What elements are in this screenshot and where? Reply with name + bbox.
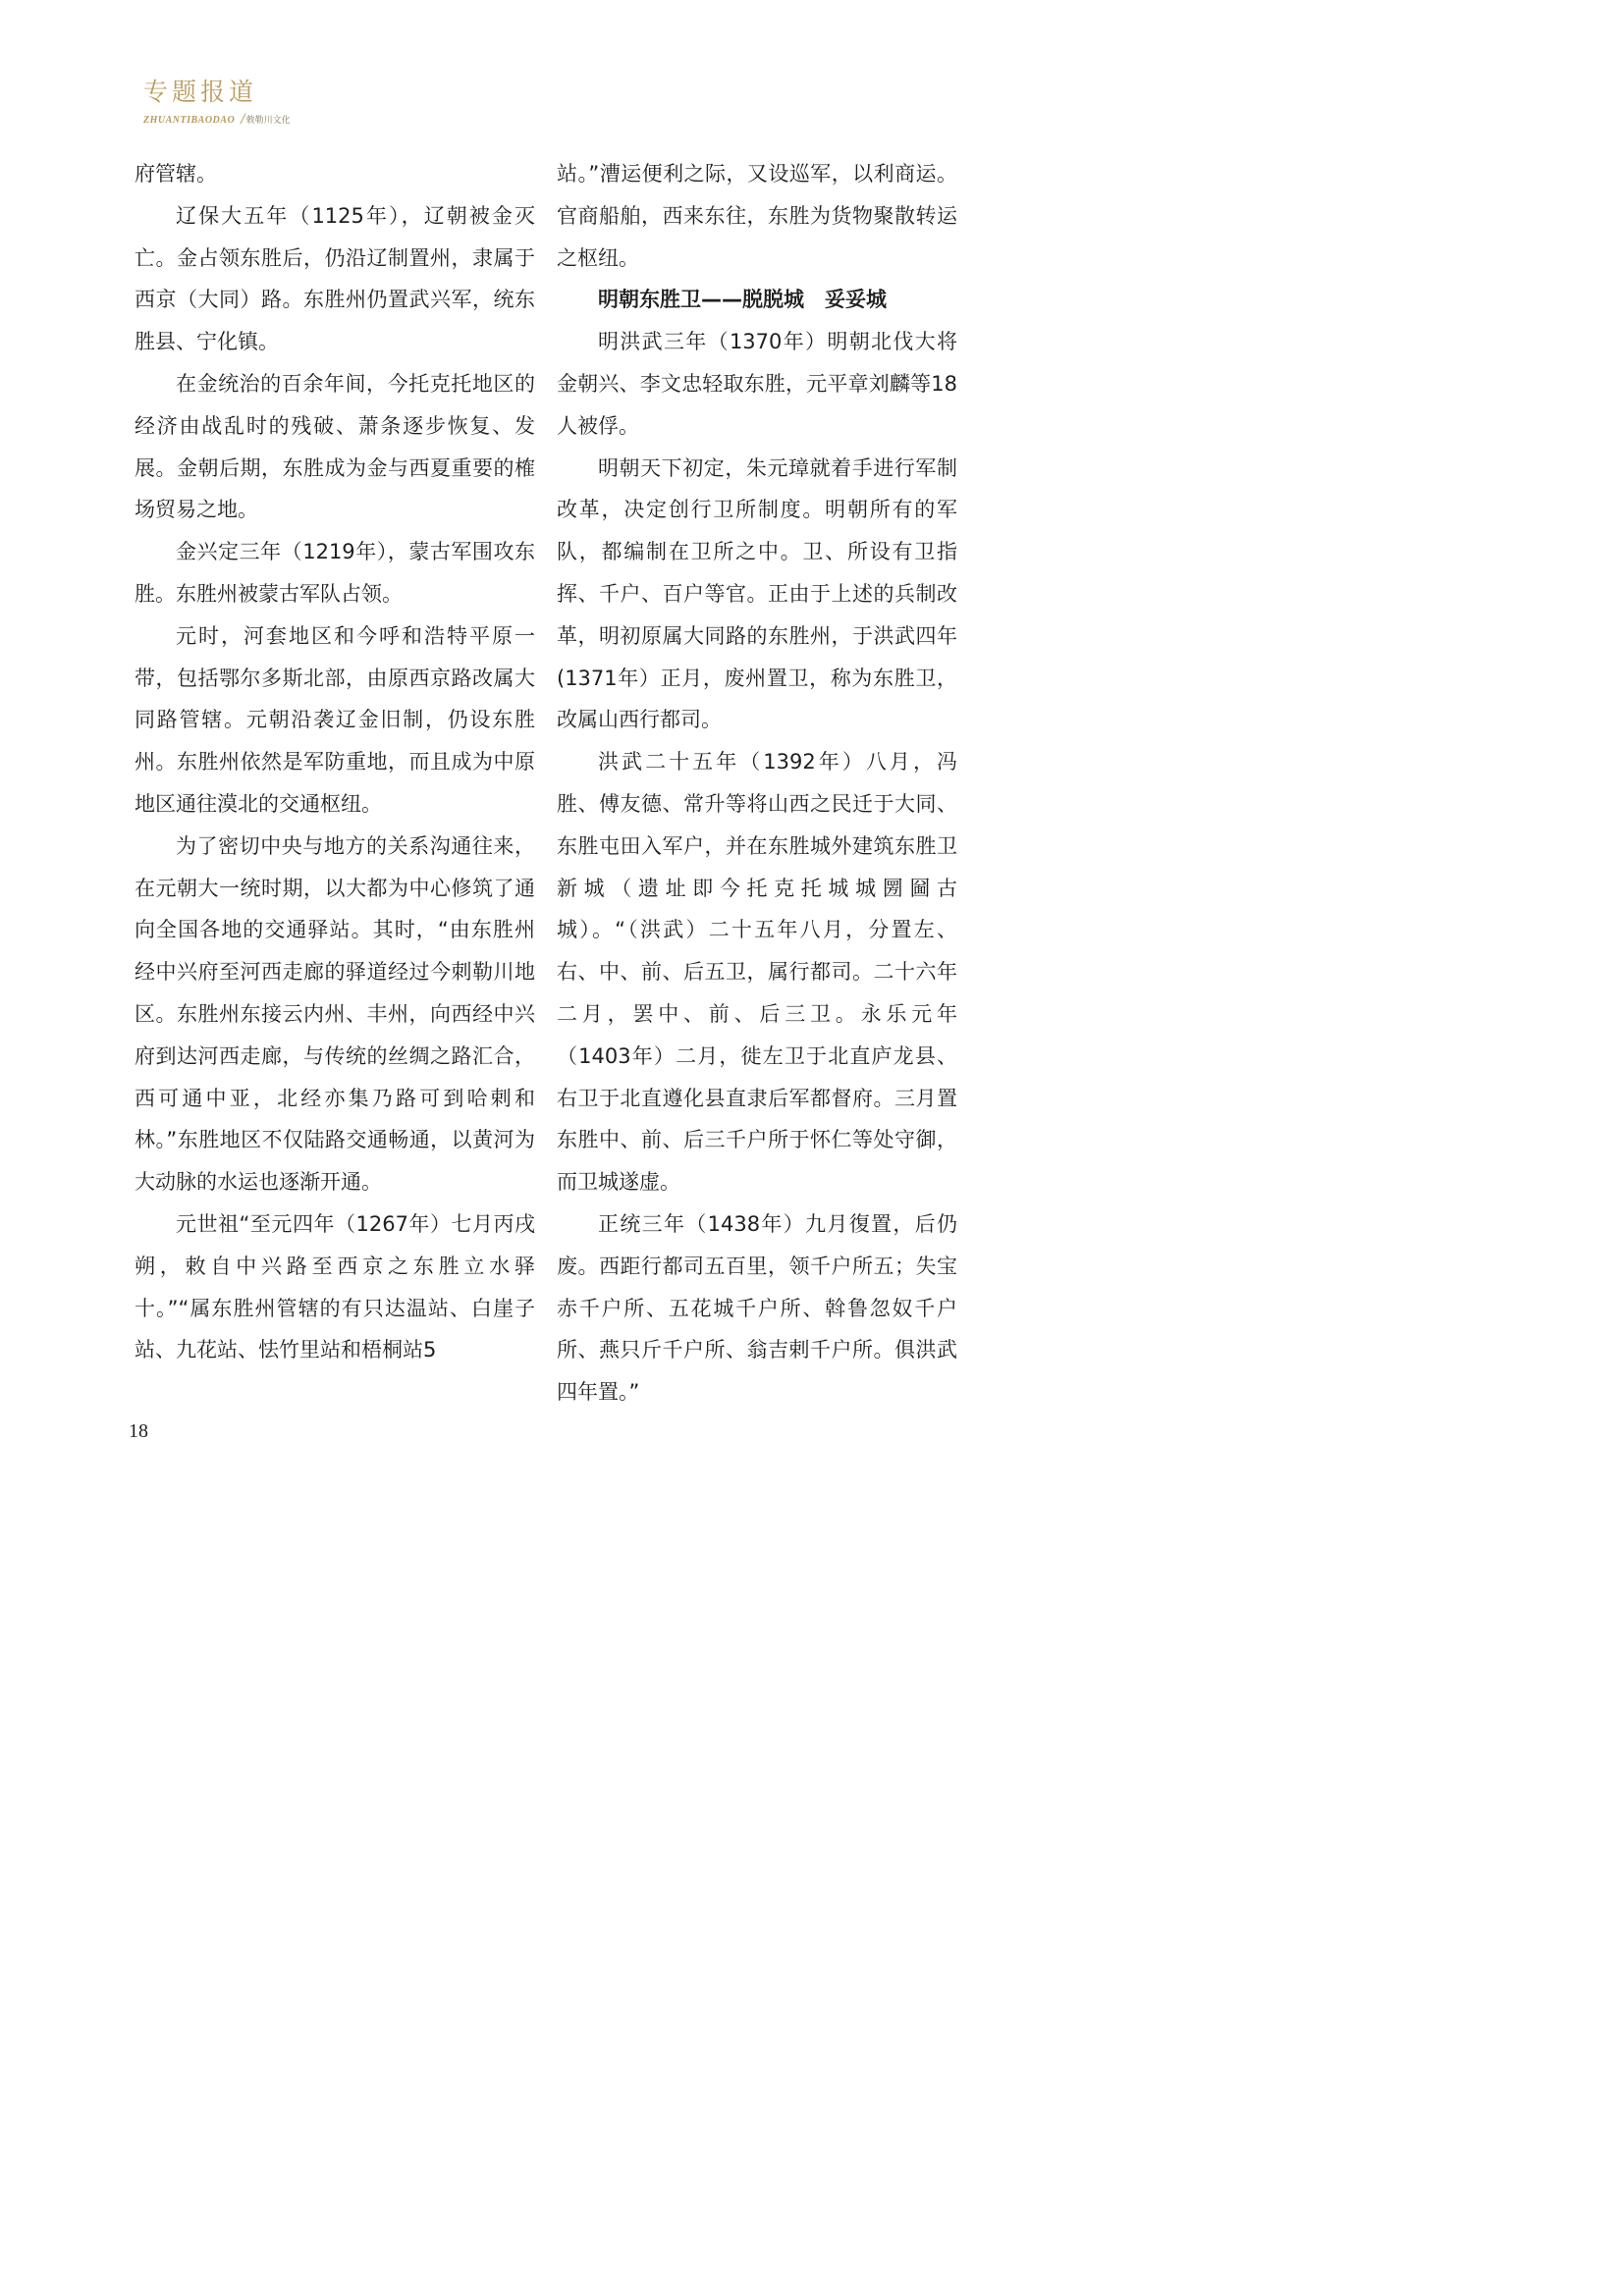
paragraph: 洪武二十五年（1392年）八月，冯胜、傅友德、常升等将山西之民迁于大同、东胜屯田入军户，并在东胜城外建筑东胜卫新城（遗址即今托克托城城圐圙古城）。“（洪武）二十五年八月，分置左、右、中、前、后五卫，属行都司。二十六年二月，罢中、前、后三卫。永乐元年（1403年）二月，徙左卫于北直庐龙县、右卫于北直遵化县直隶后军都督府。三月置东胜中、前、后三千户所于怀仁等处守御，而卫城遂虚。 <box>557 750 957 1195</box>
section-header <box>143 77 291 129</box>
paragraph: 府管辖。 <box>135 162 217 186</box>
paragraph: 金兴定三年（1219年），蒙古军围攻东胜。东胜州被蒙古军队占领。 <box>135 540 535 606</box>
section-pinyin: ZHUANTIBAODAO <box>143 115 236 126</box>
section-heading: 明朝东胜卫——脱脱城 妥妥城 <box>598 288 887 312</box>
paragraph: 辽保大五年（1125年），辽朝被金灭亡。金占领东胜后，仍沿辽制置州，隶属于西京（大同）路。东胜州仍置武兴军，统东胜县、宁化镇。 <box>135 203 535 354</box>
paragraph: 为了密切中央与地方的关系沟通往来，在元朝大一统时期，以大都为中心修筑了通向全国各地的交通驿站。其时，“由东胜州经中兴府至河西走廊的驿道经过今刺勒川地区。东胜州东接云内州、丰州，向西经中兴府到达河西走廊，与传统的丝绸之路汇合，西可通中亚，北经亦集乃路可到哈剌和林。”东胜地区不仅陆路交通畅通，以黄河为大动脉的水运也逐渐开通。 <box>135 833 535 1195</box>
paragraph: 元世祖“至元四年（1267年）七月丙戌朔，敕自中兴路至西京之东胜立水驿十。”“属东胜州管辖的有只达温站、白崖子站、九花站、怯竹里站和梧桐站5 <box>135 1211 535 1362</box>
page-number: 18 <box>129 1420 148 1442</box>
slash-divider: / <box>241 112 245 127</box>
paragraph: 在金统治的百余年间，今托克托地区的经济由战乱时的残破、萧条逐步恢复、发展。金朝后期，东胜成为金与西夏重要的榷场贸易之地。 <box>135 371 535 522</box>
section-subtitle <box>143 110 291 129</box>
paragraph: 元时，河套地区和今呼和浩特平原一带，包括鄂尔多斯北部，由原西京路改属大同路管辖。元朝沿袭辽金旧制，仍设东胜州。东胜州依然是军防重地，而且成为中原地区通往漠北的交通枢纽。 <box>135 623 535 816</box>
paragraph: 站。”漕运便利之际，又设巡军，以利商运。官商船舶，西来东往，东胜为货物聚散转运之枢纽。 <box>557 162 957 270</box>
magazine-brand: 敕勒川文化 <box>245 116 291 126</box>
paragraph: 明洪武三年（1370年）明朝北伐大将金朝兴、李文忠轻取东胜，元平章刘麟等18人被俘。 <box>557 330 957 438</box>
section-title: 专题报道 <box>143 78 258 106</box>
right-column <box>557 153 957 1414</box>
paragraph: 明朝天下初定，朱元璋就着手进行军制改革，决定创行卫所制度。明朝所有的军队，都编制在卫所之中。卫、所设有卫指挥、千户、百户等官。正由于上述的兵制改革，明初原属大同路的东胜州，于洪武四年(1371年）正月，废州置卫，称为东胜卫，改属山西行都司。 <box>557 455 957 732</box>
left-column <box>135 153 535 1371</box>
paragraph: 正统三年（1438年）九月復置，后仍废。西距行都司五百里，领千户所五；失宝赤千户所、五花城千户所、斡鲁忽奴千户所、燕只斤千户所、翁吉剌千户所。俱洪武四年置。” <box>557 1211 957 1405</box>
